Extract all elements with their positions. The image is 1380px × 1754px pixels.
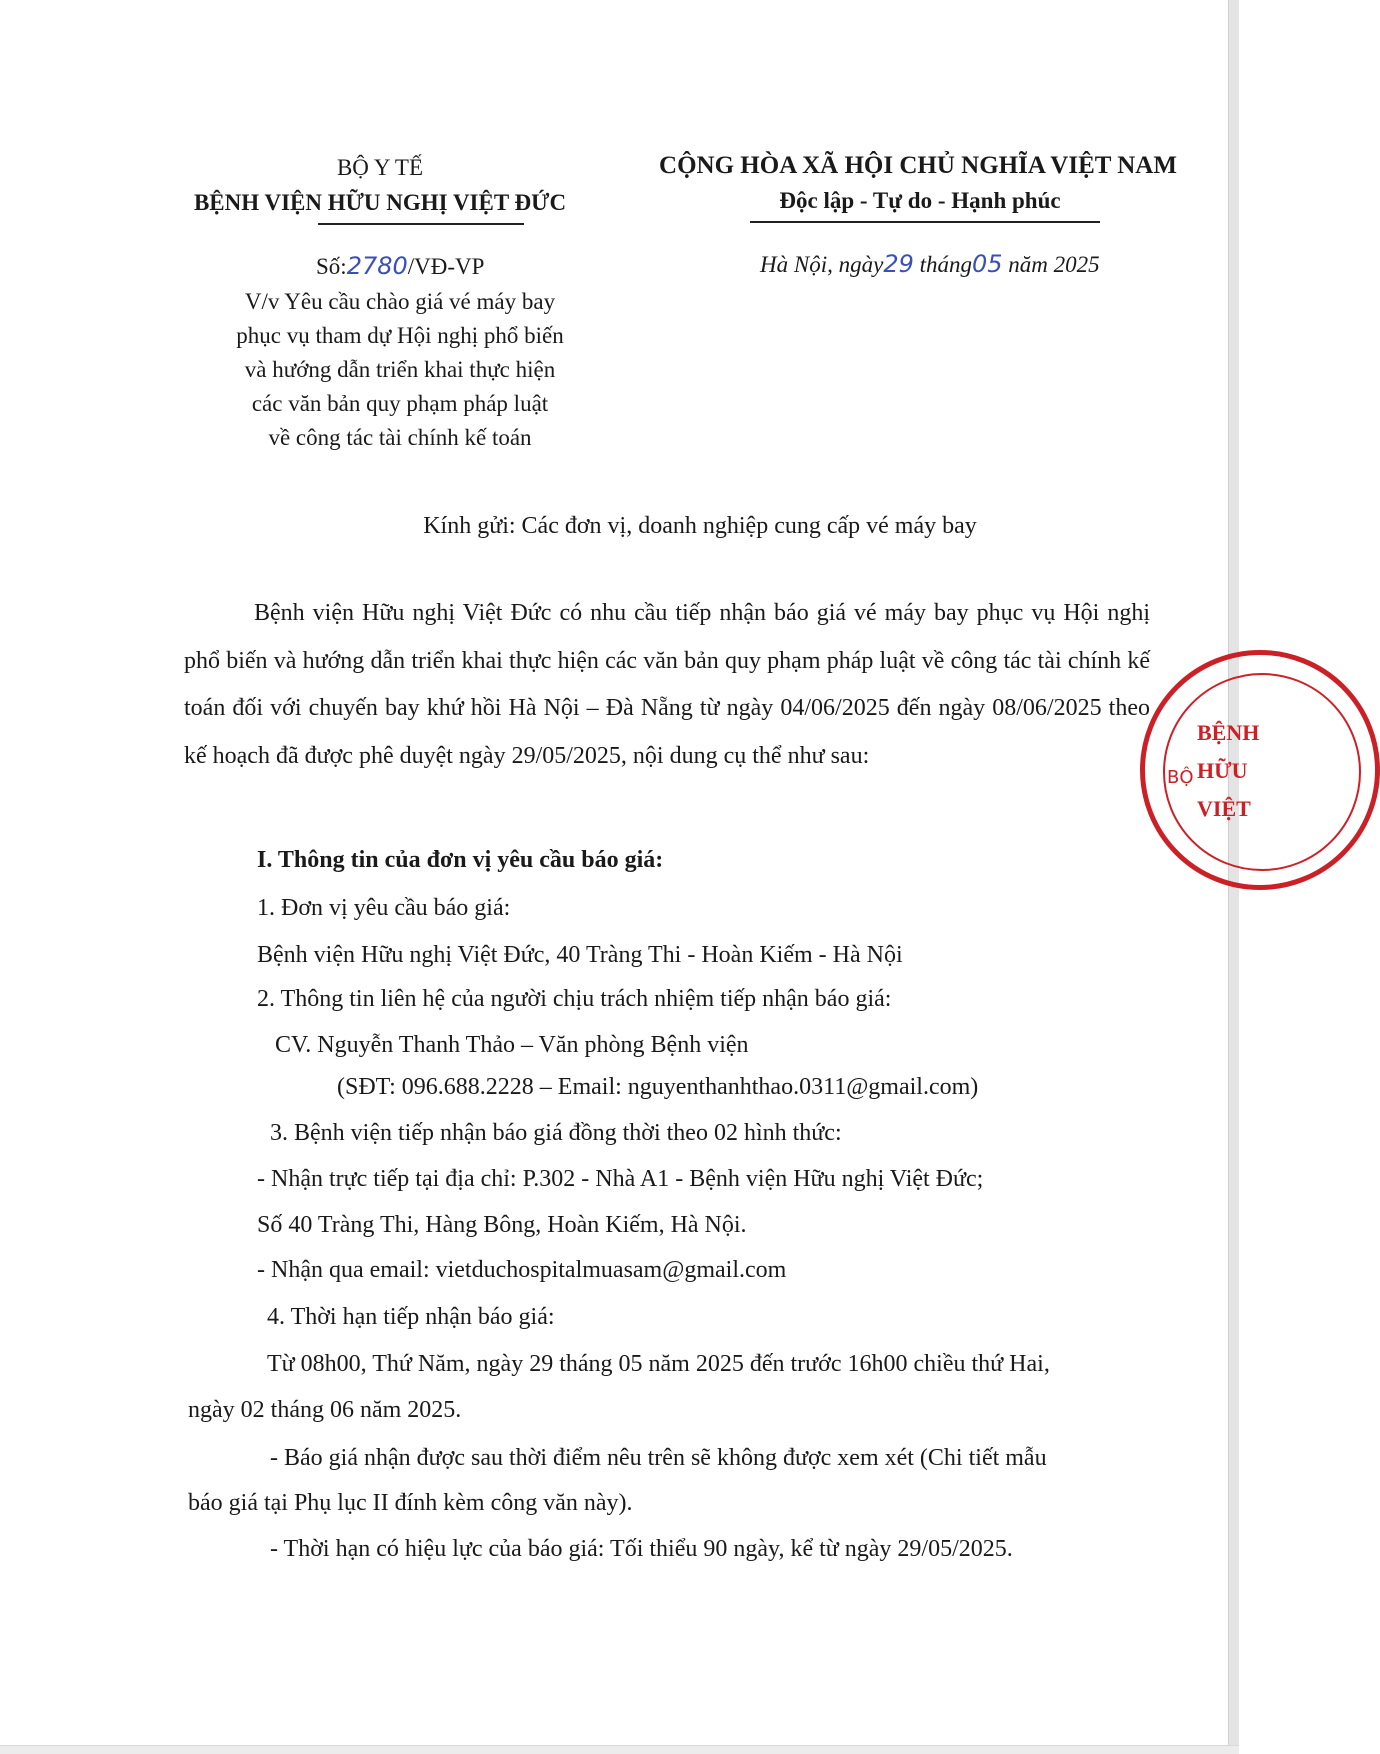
stamp-text-line3: VIỆT — [1197, 796, 1251, 821]
item1-label: 1. Đơn vị yêu cầu báo giá: — [257, 895, 511, 921]
ministry-name: BỘ Y TẾ — [336, 155, 424, 180]
header-left-underline — [318, 223, 524, 225]
subject-line: và hướng dẫn triển khai thực hiện — [244, 357, 556, 382]
date-prefix: Hà Nội, ngày — [760, 252, 884, 277]
item3-direct: - Nhận trực tiếp tại địa chỉ: P.302 - Nhà A1 - Bệnh viện Hữu nghị Việt Đức; — [257, 1166, 984, 1192]
item2-label: 2. Thông tin liên hệ của người chịu trách nhiệm tiếp nhận báo giá: — [257, 986, 892, 1012]
national-motto: Độc lập - Tự do - Hạnh phúc — [779, 188, 1061, 213]
date-month-handwritten: 05 — [972, 250, 1003, 278]
subject-line: V/v Yêu cầu chào giá vé máy bay — [244, 289, 556, 314]
document-number-prefix: Số: — [316, 254, 347, 279]
item4-validity: - Thời hạn có hiệu lực của báo giá: Tối thiểu 90 ngày, kể từ ngày 29/05/2025. — [270, 1536, 1013, 1562]
national-title: CỘNG HÒA XÃ HỘI CHỦ NGHĨA VIỆT NAM — [659, 152, 1177, 179]
item2-contact: (SĐT: 096.688.2228 – Email: nguyenthanhthao.0311@gmail.com) — [337, 1074, 979, 1100]
intro-paragraph: Bệnh viện Hữu nghị Việt Đức có nhu cầu tiếp nhận báo giá vé máy bay phục vụ Hội nghị phổ biến và hướng dẫn triển khai thực hiện các văn bản quy phạm pháp luật về công tác tài chính kế toán đối với chuyến bay khứ hồi Hà Nội – Đà Nẵng từ ngày 04/06/2025 đến ngày 08/06/2025 theo kế hoạch đã được phê duyệt ngày 29/05/2025, nội dung cụ thể như sau: — [184, 600, 1150, 769]
item4-label: 4. Thời hạn tiếp nhận báo giá: — [267, 1304, 555, 1330]
item4-time-line2: ngày 02 tháng 06 năm 2025. — [188, 1397, 462, 1423]
subject-line: phục vụ tham dự Hội nghị phổ biến — [236, 323, 564, 348]
item4-note-line1: - Báo giá nhận được sau thời điểm nêu trên sẽ không được xem xét (Chi tiết mẫu — [270, 1445, 1047, 1471]
stamp-inner-ring — [1163, 673, 1361, 871]
subject-line: các văn bản quy phạm pháp luật — [251, 391, 549, 416]
item2-person: CV. Nguyễn Thanh Thảo – Văn phòng Bệnh viện — [275, 1032, 749, 1058]
section-heading: I. Thông tin của đơn vị yêu cầu báo giá: — [257, 847, 664, 873]
item4-note-line2: báo giá tại Phụ lục II đính kèm công văn này). — [188, 1490, 633, 1516]
item1-value: Bệnh viện Hữu nghị Việt Đức, 40 Tràng Thi - Hoàn Kiếm - Hà Nội — [257, 942, 903, 968]
stamp-text-line1: BỆNH — [1197, 720, 1260, 745]
hospital-name: BỆNH VIỆN HỮU NGHỊ VIỆT ĐỨC — [193, 190, 567, 215]
subject-line: về công tác tài chính kế toán — [268, 425, 532, 450]
document-subject — [190, 285, 610, 455]
stamp-text-line2: HỮU — [1197, 758, 1248, 783]
stamp-side-text: BỘ — [1167, 767, 1194, 788]
item4-time-line1: Từ 08h00, Thứ Năm, ngày 29 tháng 05 năm 2025 đến trước 16h00 chiều thứ Hai, — [267, 1351, 1050, 1377]
item3-address: Số 40 Tràng Thi, Hàng Bông, Hoàn Kiếm, Hà Nội. — [257, 1212, 747, 1238]
document-number-suffix: /VĐ-VP — [407, 254, 485, 279]
recipient-line: Kính gửi: Các đơn vị, doanh nghiệp cung cấp vé máy bay — [423, 513, 977, 539]
date-day-handwritten: 29 — [883, 250, 914, 278]
date-year: năm 2025 — [1002, 252, 1100, 277]
item3-label: 3. Bệnh viện tiếp nhận báo giá đồng thời theo 02 hình thức: — [270, 1120, 842, 1146]
scan-edge-right — [1228, 0, 1239, 1754]
document-number-handwritten: 2780 — [346, 252, 408, 280]
date-month-label: tháng — [913, 252, 972, 277]
date-line — [760, 250, 1100, 278]
document-number — [316, 252, 484, 280]
item3-email: - Nhận qua email: vietduchospitalmuasam@gmail.com — [257, 1257, 787, 1283]
scan-edge-bottom — [0, 1745, 1239, 1754]
header-right-underline — [750, 221, 1100, 223]
